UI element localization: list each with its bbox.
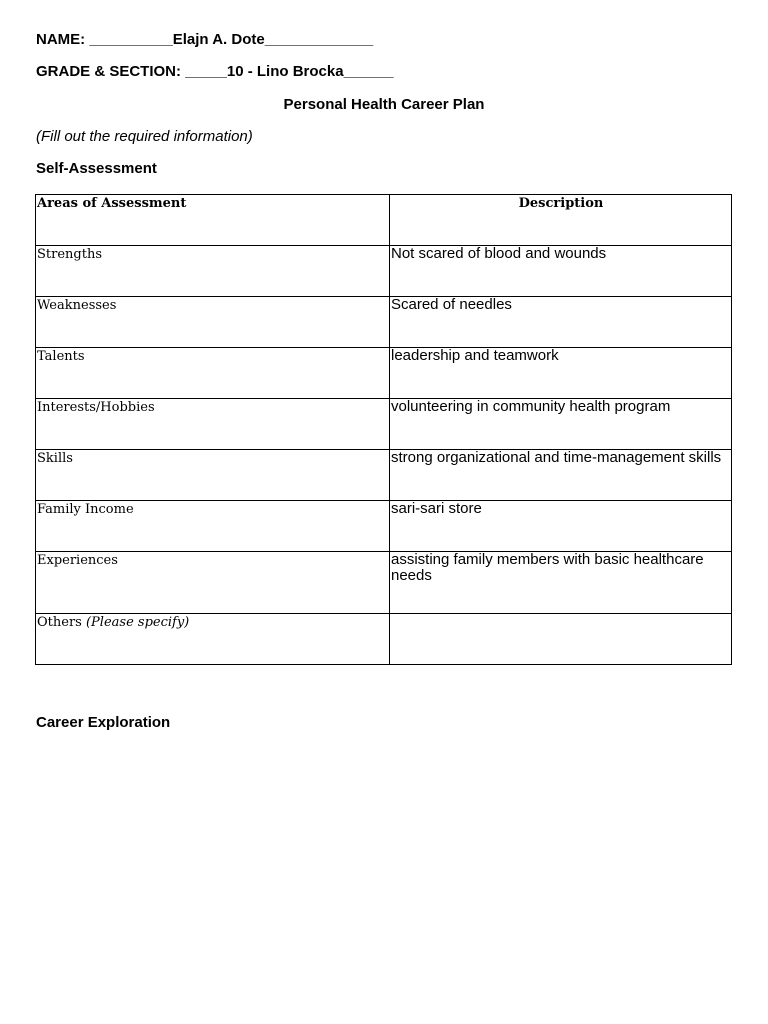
- area-cell: Strengths: [36, 246, 390, 297]
- area-cell: Skills: [36, 450, 390, 501]
- description-cell: Not scared of blood and wounds: [390, 246, 732, 297]
- area-label: Others: [37, 615, 82, 630]
- description-cell: [390, 614, 732, 665]
- table-row: [36, 246, 732, 297]
- table-header-row: [36, 195, 732, 246]
- self-assessment-table: [35, 194, 732, 665]
- name-line: NAME: __________Elajn A. Dote_____________: [36, 31, 374, 48]
- area-cell: Weaknesses: [36, 297, 390, 348]
- grade-section-line: GRADE & SECTION: _____10 - Lino Brocka______: [36, 63, 394, 80]
- area-cell: Talents: [36, 348, 390, 399]
- instruction-text: (Fill out the required information): [36, 128, 253, 145]
- career-exploration-heading: Career Exploration: [36, 714, 171, 731]
- table-row: [36, 501, 732, 552]
- table-row: [36, 399, 732, 450]
- description-cell: sari-sari store: [390, 501, 732, 552]
- area-note: (Please specify): [85, 615, 190, 630]
- area-cell: Interests/Hobbies: [36, 399, 390, 450]
- description-cell: leadership and teamwork: [390, 348, 732, 399]
- column-header-description: Description: [518, 196, 604, 211]
- area-cell: [36, 614, 390, 665]
- header-cell-description: [390, 195, 732, 246]
- document-title: Personal Health Career Plan: [283, 96, 485, 113]
- area-cell: Experiences: [36, 552, 390, 614]
- table-row: [36, 614, 732, 665]
- area-cell: Family Income: [36, 501, 390, 552]
- description-cell: assisting family members with basic healthcare needs: [390, 552, 732, 614]
- header-cell-area: [36, 195, 390, 246]
- self-assessment-heading: Self-Assessment: [36, 160, 157, 177]
- table-row: [36, 297, 732, 348]
- description-cell: strong organizational and time-management skills: [390, 450, 732, 501]
- table-row: [36, 348, 732, 399]
- description-cell: Scared of needles: [390, 297, 732, 348]
- table-row: [36, 552, 732, 614]
- description-cell: volunteering in community health program: [390, 399, 732, 450]
- column-header-areas: Areas of Assessment: [37, 196, 187, 211]
- table-row: [36, 450, 732, 501]
